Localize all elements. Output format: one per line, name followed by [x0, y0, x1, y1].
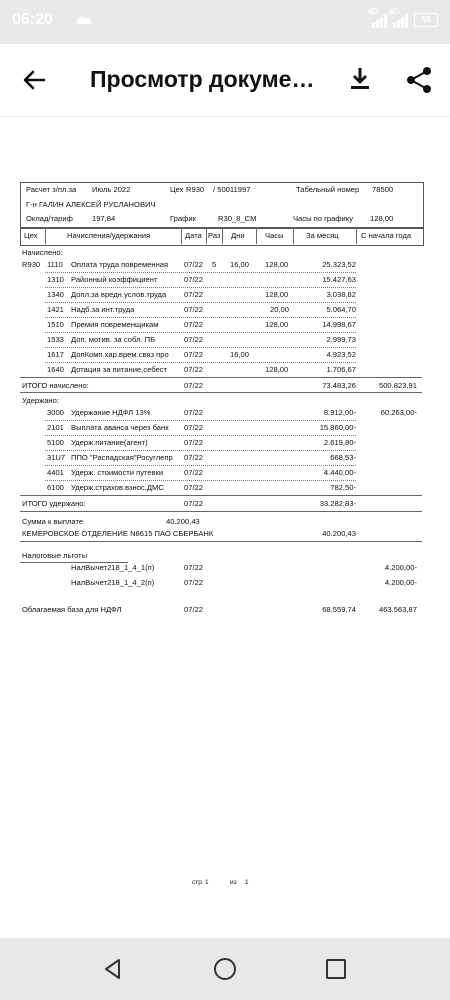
share-icon[interactable] — [403, 64, 435, 96]
employee-name: Г-н ГАЛИН АЛЕКСЕЙ РУСЛАНОВИЧ — [26, 200, 156, 209]
signal-icon-2 — [389, 7, 408, 28]
battery-icon: 56 — [414, 13, 438, 27]
nav-back-icon[interactable] — [100, 956, 126, 982]
tab-number: 78500 — [372, 185, 394, 194]
dept-code: R930 — [186, 185, 205, 194]
deducted-section-label: Удержано: — [22, 396, 59, 405]
status-time: 06:20 — [12, 11, 53, 28]
tax-benefits-label: Налоговые льготы — [22, 551, 88, 560]
back-arrow-icon[interactable] — [18, 64, 50, 96]
cloud-icon — [75, 14, 93, 25]
network-type-2: 4G — [389, 7, 400, 16]
nav-recents-icon[interactable] — [323, 956, 349, 982]
app-bar — [0, 44, 450, 116]
accrued-section-label: Начислено: — [22, 248, 63, 257]
page-title: Просмотр докуме… — [90, 66, 315, 92]
col-dept: Цех — [24, 231, 38, 240]
dept-label: Цех — [170, 185, 184, 194]
status-bar — [0, 0, 450, 44]
payslip-period: Июль 2022 — [92, 185, 131, 194]
download-icon[interactable] — [345, 64, 375, 94]
col-hours: Часы — [265, 231, 284, 240]
hours-by-schedule-label: Часы по графику — [293, 214, 354, 223]
col-date: Дата — [185, 231, 202, 240]
signal-icon — [368, 7, 387, 28]
col-days: Дни — [231, 231, 245, 240]
document-number: / 50011997 — [213, 185, 251, 194]
system-nav-bar — [0, 938, 450, 1000]
hours-by-schedule: 128,00 — [370, 214, 394, 223]
col-ytd: С начала года — [361, 231, 412, 240]
nav-home-icon[interactable] — [212, 956, 238, 982]
network-type-1: 4G — [368, 7, 379, 16]
tab-number-label: Табельный номер — [296, 185, 360, 194]
schedule-label: График — [170, 214, 196, 223]
col-item: Начисления/удержания — [67, 231, 151, 240]
col-month: За месяц — [306, 231, 339, 240]
schedule-value: R30_8_CM — [218, 214, 257, 223]
payslip-label: Расчет з/пл.за — [26, 185, 77, 194]
rate-label: Оклад/тариф — [26, 214, 73, 223]
rate-value: 197,84 — [92, 214, 116, 223]
payslip-document: Расчет з/пл.за Июль 2022 Цех R930 / 50011997 Табельный номер 78500 Г-н ГАЛИН АЛЕКСЕЙ РУСЛАНОВИЧ Оклад/тариф 197,84 График R30_8_CM Часы по графику 128,00 Цех Начисления/удержания Дата Раз Дни Часы За месяц С начала года Начислено: R930 1110 Оплата труда повременная 07/22 5 16,00 128,00 25.323,52 1310 Районный коэффициент 07/22 15.427,63 1340 Допл.за вредн.услов.труда 07/22 128,00 3.038,82 1421 Надб.за инт.труда 07/22 20,00 5.064,70 1510 Премия повременщикам 07/22 128,00 14.998,67 1533 Доп. мотив. за собл. ПБ 07/22 2.999,73 1617 ДопКомп.хар.врем.связ про 07/22 16,00 4.923,52 1640 Дотация за питание,себест 07/22 128,00 1.706,67 ИТОГО начислено: 07/22 73.483,26 500.823,91 Удержано: 3000 Удержание НДФЛ 13% 07/22 8.912,00- 60.263,00- 2101 Выплата аванса через банк 07/22 15.860,00- 5100 Удерж.питание(агент) 07/22 2.619,80- 31U7 ППО "Распадская"Росуглепр 07/22 668,53- 4401 Удерж. стоимости путевки 07/22 4.440,00- 6100 Удерж.страхов.взнос.ДМС 07/22 782,50- ИТОГО удержано: 07/22 33.282,83- Сумма к выплате 40.200,43 КЕМЕРОВСКОЕ ОТДЕЛЕНИЕ N8615 ПАО СБЕРБАНК 40.200,43 Налоговые льготы НалВычет218_1_4_1(п) 07/22 4.200,00- НалВычет218_1_4_2(п) 07/22 4.200,00- Облагаемая база для НДФЛ 07/22 68.559,74 463.563,87 стр. 1 из 1 — [0, 117, 450, 938]
col-raz: Раз — [208, 231, 221, 240]
